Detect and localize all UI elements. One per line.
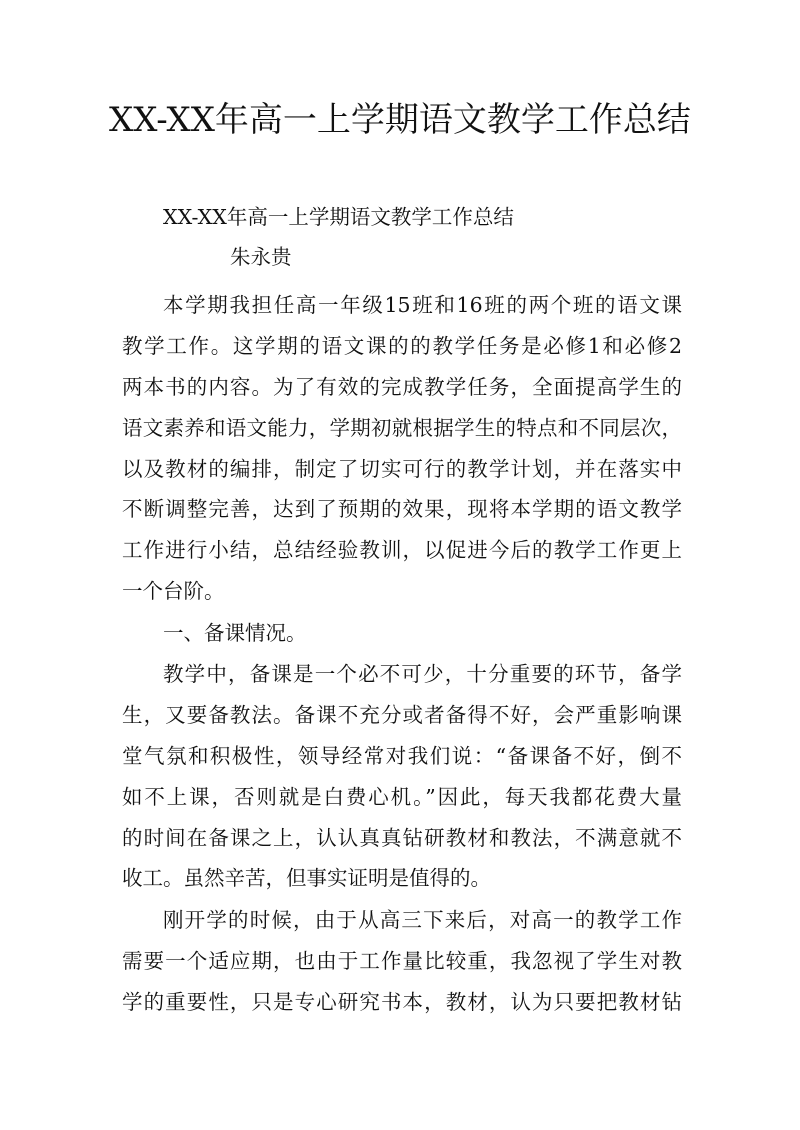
document-subtitle: XX-XX年高一上学期语文教学工作总结 (163, 205, 514, 229)
paragraph-intro (122, 285, 682, 612)
text-line: 工作进行小结，总结经验教训，以促进今后的教学工作更上 (122, 538, 682, 563)
text-line: 需要一个适应期，也由于工作量比较重，我忽视了学生对教 (122, 948, 682, 973)
text-line: 教学中，备课是一个必不可少，十分重要的环节，备学 (163, 662, 682, 686)
text-line: 语文素养和语文能力，学期初就根据学生的特点和不同层次， (122, 415, 682, 440)
text-line: 以及教材的编排，制定了切实可行的教学计划，并在落实中 (122, 456, 682, 481)
text-line: 教学工作。这学期的语文课的的教学任务是必修1和必修2 (122, 333, 682, 358)
text-line: 生，又要备教法。备课不充分或者备得不好，会严重影响课 (122, 702, 682, 727)
text-line: 的时间在备课之上，认认真真钻研教材和教法，不满意就不 (122, 825, 682, 850)
document-title: XX-XX年高一上学期语文教学工作总结 (109, 100, 691, 140)
text-line: 一个台阶。 (122, 579, 225, 604)
paragraph-lesson-prep (122, 654, 682, 899)
text-line: 刚开学的时候，由于从高三下来后，对高一的教学工作 (163, 908, 682, 932)
paragraph-semester-start (122, 900, 682, 1023)
text-line: 收工。虽然辛苦，但事实证明是值得的。 (122, 866, 491, 891)
text-line: 如不上课，否则就是白费心机。”因此，每天我都花费大量 (122, 784, 682, 809)
text-line: 本学期我担任高一年级15班和16班的两个班的语文课 (163, 293, 682, 317)
section-heading-text: 一、备课情况。 (163, 621, 307, 645)
section-heading (122, 613, 682, 654)
text-line: 两本书的内容。为了有效的完成教学任务，全面提高学生的 (122, 374, 682, 399)
text-line: 堂气氛和积极性，领导经常对我们说：“备课备不好，倒不 (122, 743, 682, 768)
text-line: 学的重要性，只是专心研究书本，教材，认为只要把教材钻 (122, 989, 682, 1014)
text-line: 不断调整完善，达到了预期的效果，现将本学期的语文教学 (122, 497, 682, 522)
author-name: 朱永贵 (230, 245, 292, 269)
